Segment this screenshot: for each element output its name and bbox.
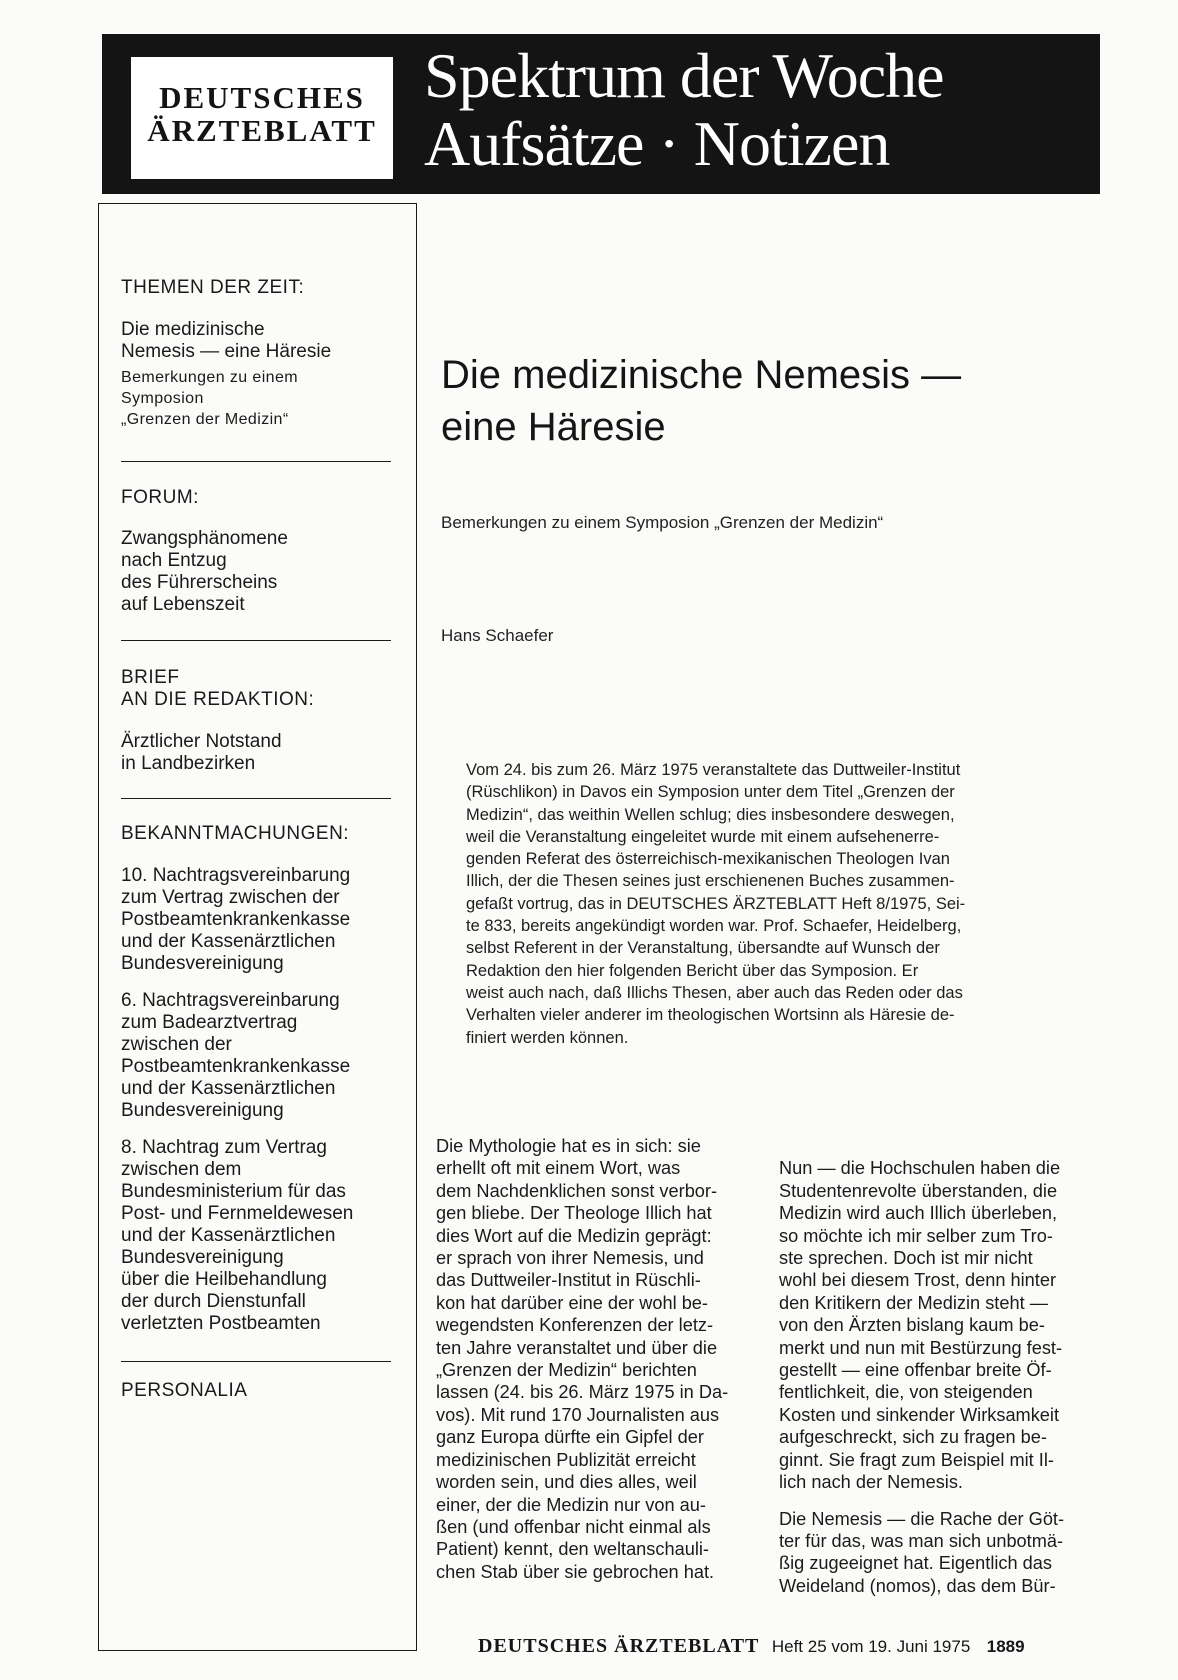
sidebar-divider bbox=[121, 1361, 391, 1362]
sidebar-entry-nemesis-subtitle: Bemerkungen zu einem Symposion „Grenzen der Medizin“ bbox=[121, 369, 298, 428]
article-title: Die medizinische Nemesis — eine Häresie bbox=[441, 353, 962, 449]
sidebar-entry-8-nachtrag[interactable]: 8. Nachtrag zum Vertrag zwischen dem Bundesministerium für das Post- und Fernmeldewesen und der Kassenärztlichen Bundesvereinigung über die Heilbehandlung der durch Dienstunfall verletzten Postbeamten bbox=[121, 1137, 354, 1334]
sidebar-entry-6-nachtragsvereinbarung[interactable]: 6. Nachtragsvereinbarung zum Badearztvertrag zwischen der Postbeamtenkrankenkasse und der Kassenärztlichen Bundesvereinigung bbox=[121, 990, 351, 1121]
article-body-column-2 bbox=[779, 1135, 1095, 1620]
contents-sidebar bbox=[98, 203, 417, 1651]
article-author: Hans Schaefer bbox=[441, 626, 554, 645]
logo-line-2: ÄRZTEBLATT bbox=[147, 113, 377, 148]
sidebar-heading-brief: BRIEF AN DIE REDAKTION: bbox=[121, 667, 315, 710]
sidebar-entry-nemesis[interactable]: Die medizinische Nemesis — eine Häresie bbox=[121, 319, 332, 362]
sidebar-divider bbox=[121, 640, 391, 641]
masthead bbox=[102, 34, 1100, 194]
sidebar-entry-10-nachtragsvereinbarung[interactable]: 10. Nachtragsvereinbarung zum Vertrag zwischen der Postbeamtenkrankenkasse und der Kassenärztlichen Bundesvereinigung bbox=[121, 865, 351, 974]
sidebar-divider bbox=[121, 461, 391, 462]
page-footer bbox=[478, 1635, 1025, 1658]
article-body-column-1: Die Mythologie hat es in sich: sie erhellt oft mit einem Wort, was dem Nachdenklichen sonst verbor- gen bliebe. Der Theologe Illich hat dies Wort auf die Medizin geprägt: er sprach von ihrer Nemesis, und das Duttweiler-Institut in Rüschli- kon hat darüber eine der wohl be- wegendsten Konferenzen der letz- ten Jahre veranstaltet und über die „Grenzen der Medizin“ berichten lassen (24. bis 26. März 1975 in Da- vos). Mit rund 170 Journalisten aus ganz Europa dürfte ein Gipfel der medizinischen Publizität erreicht worden sein, und dies alles, weil einer, der die Medizin nur von au- ßen (und offenbar nicht einmal als Patient) kennt, den weltanschauli- chen Stab über sie gebrochen hat. bbox=[436, 1136, 729, 1582]
sidebar-divider bbox=[121, 798, 391, 799]
section-title-line-2: Aufsätze · Notizen bbox=[424, 108, 890, 179]
article-subtitle: Bemerkungen zu einem Symposion „Grenzen der Medizin“ bbox=[441, 513, 884, 532]
sidebar-heading-personalia[interactable]: PERSONALIA bbox=[121, 1380, 248, 1401]
logo-line-1: DEUTSCHES bbox=[159, 80, 365, 115]
sidebar-entry-notstand[interactable]: Ärztlicher Notstand in Landbezirken bbox=[121, 731, 282, 774]
sidebar-heading-forum: FORUM: bbox=[121, 487, 199, 508]
footer-magazine-name: DEUTSCHES ÄRZTEBLATT bbox=[478, 1635, 760, 1657]
section-title bbox=[424, 42, 944, 178]
sidebar-heading-themen: THEMEN DER ZEIT: bbox=[121, 277, 305, 298]
article-paragraph: Die Nemesis — die Rache der Göt- ter für das, was man sich unbotmä- ßig zugeeignet hat. Eigentlich das Weideland (nomos), das dem Bür- bbox=[779, 1508, 1065, 1596]
article-paragraph: Nun — die Hochschulen haben die Studentenrevolte überstanden, die Medizin wird auch Illich überleben, so möchte ich mir selber zum Tro- ste sprechen. Doch ist mir nicht wohl bei diesem Trost, denn hinter den Kritikern der Medizin steht — von den Ärzten bislang kaum be- merkt und nun mit Bestürzung fest- gestellt — eine offenbar breite Öf- fentlichkeit, die, von steigenden Kosten und sinkender Wirksamkeit aufgeschreckt, sich zu fragen be- ginnt. Sie fragt zum Beispiel mit Il- lich nach der Nemesis. bbox=[779, 1158, 1063, 1493]
magazine-logo bbox=[130, 56, 394, 180]
section-title-line-1: Spektrum der Woche bbox=[424, 40, 944, 111]
footer-issue: Heft 25 vom 19. Juni 1975 bbox=[771, 1637, 971, 1656]
sidebar-entry-zwangsphaenomene[interactable]: Zwangsphänomene nach Entzug des Führerscheins auf Lebenszeit bbox=[121, 528, 288, 615]
article-abstract: Vom 24. bis zum 26. März 1975 veranstaltete das Duttweiler-Institut (Rüschlikon) in Davos ein Symposion unter dem Titel „Grenzen der Medizin“, das weithin Wellen schlug; dies insbesondere deswegen, weil die Veranstaltung eingeleitet wurde mit einem aufsehenerre- genden Referat des österreichisch-mexikanischen Theologen Ivan Illich, der die Thesen seines just erschienenen Buches zusammen- gefaßt vortrug, das in DEUTSCHES ÄRZTEBLATT Heft 8/1975, Sei- te 833, bereits angekündigt worden war. Prof. Schaefer, Heidelberg, selbst Referent in der Veranstaltung, übersandte auf Wunsch der Redaktion den hier folgenden Bericht über das Symposion. Er weist auch nach, daß Illichs Thesen, aber auch das Reden oder das Verhalten vieler anderer im theologischen Wortsinn als Häresie de- finiert werden können. bbox=[466, 761, 966, 1047]
sidebar-heading-bekanntmachungen: BEKANNTMACHUNGEN: bbox=[121, 823, 350, 844]
page-number: 1889 bbox=[986, 1637, 1025, 1656]
